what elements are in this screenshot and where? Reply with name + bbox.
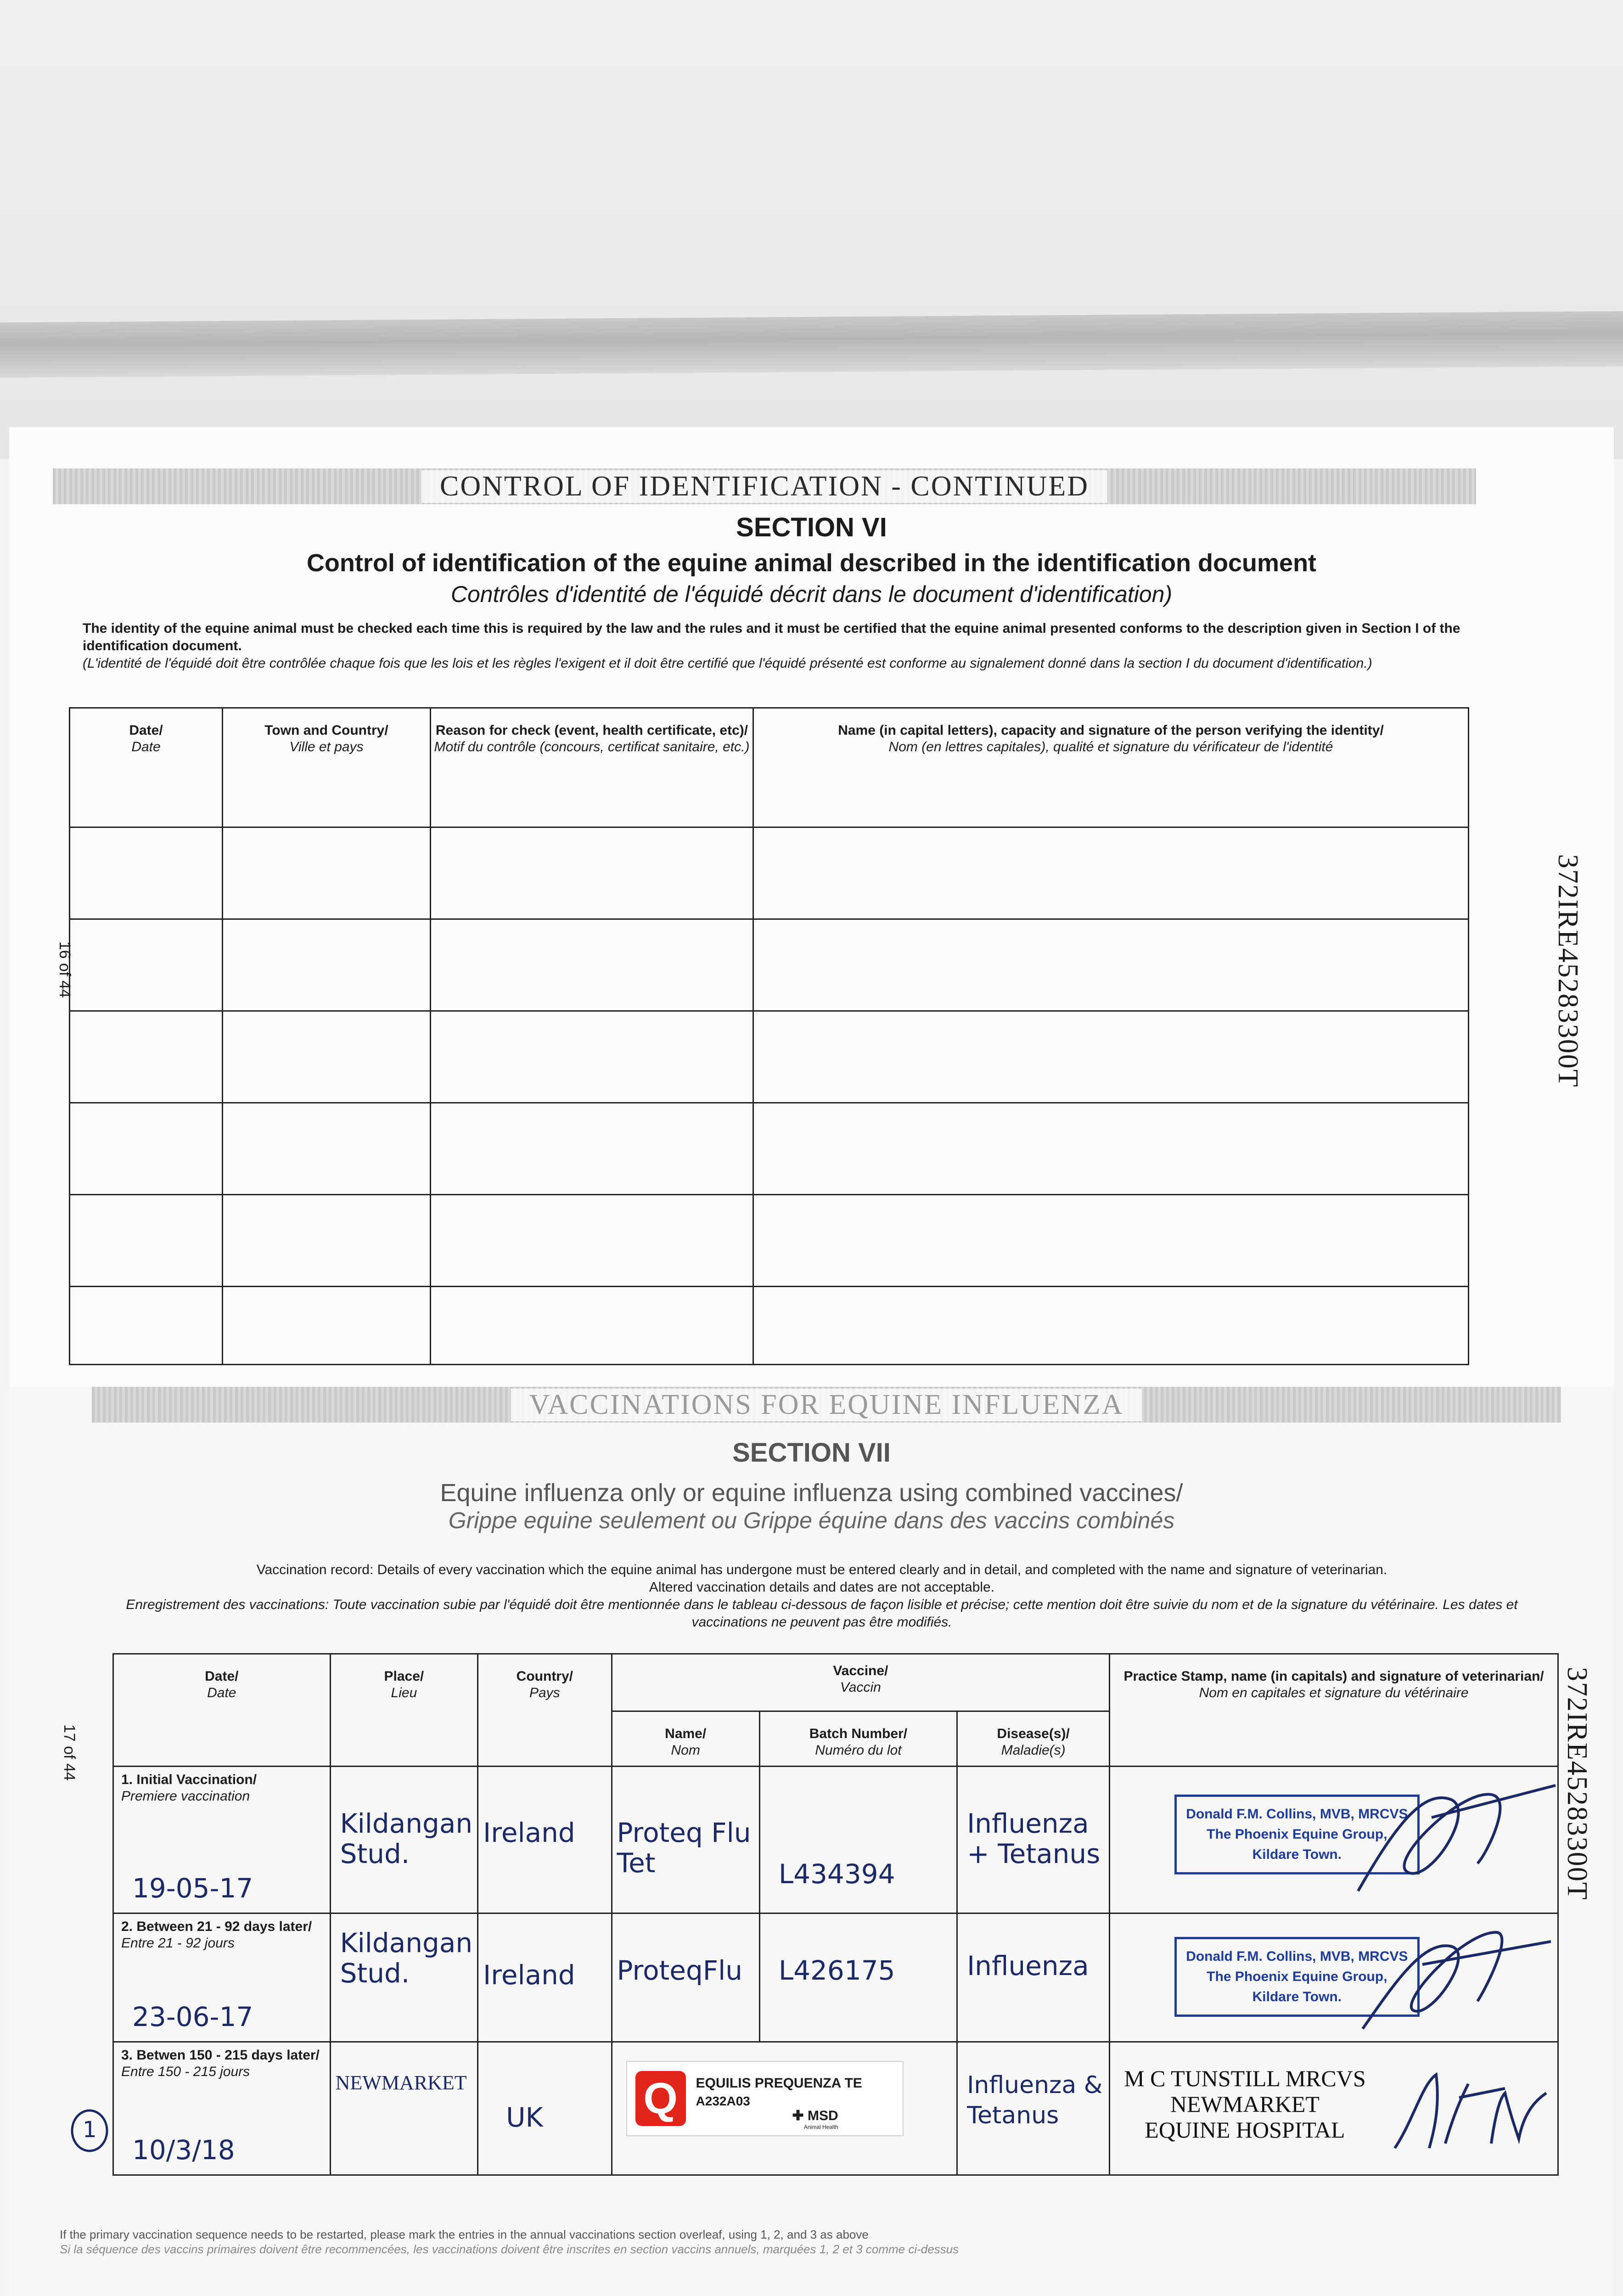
cell[interactable] xyxy=(223,1287,431,1365)
section-heading-fr: Contrôles d'identité de l'équidé décrit dans le document d'identification) xyxy=(450,581,1173,607)
cell[interactable] xyxy=(70,1287,223,1365)
scan-background xyxy=(0,0,1623,459)
table-row xyxy=(70,1103,1469,1195)
table-row xyxy=(70,827,1469,919)
vaccine-sticker xyxy=(626,2061,904,2136)
col-reason: Reason for check (event, health certificate, etc)/ Motif du contrôle (concours, certificat sanitaire, etc.) xyxy=(431,708,753,827)
table-row xyxy=(70,1011,1469,1103)
vaccination-row-3 xyxy=(113,2042,1558,2175)
record-fr: Enregistrement des vaccinations: Toute vaccination subie par l'équidé doit être mentionnée dans le tableau ci-dessous de façon lisible et précise; cette mention doit être suivie du nom et de la signature du vétérinaire. Les dates et vaccinations ne peuvent pas être modifiés. xyxy=(126,1597,1518,1630)
disease-cell xyxy=(957,1767,1110,1913)
cell[interactable] xyxy=(70,827,223,919)
footnote-en: If the primary vaccination sequence needs to be restarted, please mark the entries in the annual vaccinations section overleaf, using 1, 2, and 3 as above xyxy=(60,2228,869,2241)
cell[interactable] xyxy=(431,919,753,1011)
vaccination-table xyxy=(112,1653,1559,2176)
stamp-cell xyxy=(1110,2042,1558,2175)
place-value: Kildangan Stud. xyxy=(340,1808,473,1869)
msd-icon: ✚ xyxy=(792,2108,804,2123)
col-verifier: Name (in capital letters), capacity and signature of the person verifying the identity/ Nom (en lettres capitales), qualité et signature du vérificateur de l'identité xyxy=(753,708,1469,827)
page-16 xyxy=(9,427,1614,1410)
country-value: Ireland xyxy=(483,1959,575,1991)
record-en: Vaccination record: Details of every vaccination which the equine animal has undergone must be entered clearly and in detail, and completed with the name and signature of veterinarian. xyxy=(256,1562,1387,1577)
batch-value: L434394 xyxy=(778,1858,895,1890)
stamp-cell xyxy=(1110,1767,1558,1913)
disease-cell xyxy=(957,1913,1110,2042)
col-disease: Disease(s)/ Maladie(s) xyxy=(957,1711,1110,1767)
vet-stamp: Donald F.M. Collins, MVB, MRCVS The Phoenix Equine Group, Kildare Town. xyxy=(1174,1937,1419,2017)
vaccine-sticker-cell xyxy=(612,2042,957,2175)
circled-number: 1 xyxy=(83,2117,97,2143)
footnote xyxy=(60,2227,959,2257)
batch-cell xyxy=(759,1913,957,2042)
disease-value: Influenza & Tetanus xyxy=(967,2071,1103,2129)
intro-fr: (L'identité de l'équidé doit être contrôlée chaque fois que les lois et les règles l'exigent et il doit être certifié que l'équidé présenté est conforme au signalement donné dans la section I du document d'identification.) xyxy=(83,656,1372,671)
page-banner xyxy=(92,1387,1561,1423)
cell[interactable] xyxy=(223,1103,431,1195)
table-row xyxy=(70,1287,1469,1365)
cell[interactable] xyxy=(753,1103,1469,1195)
place-cell xyxy=(330,1767,478,1913)
col-town: Town and Country/ Ville et pays xyxy=(223,708,431,827)
section-heading-fr: Grippe equine seulement ou Grippe équine dans des vaccins combinés xyxy=(448,1508,1175,1533)
cell[interactable] xyxy=(753,1287,1469,1365)
intro-en: The identity of the equine animal must be checked each time this is required by the law and the rules and it must be certified that the equine animal presented conforms to the description given in Section I of the identification document. xyxy=(83,621,1460,653)
cell[interactable] xyxy=(70,1011,223,1103)
vaccine-value: ProteqFlu xyxy=(617,1955,743,1986)
cell[interactable] xyxy=(223,919,431,1011)
col-stamp: Practice Stamp, name (in capitals) and signature of veterinarian/ Nom en capitales et signature du vétérinaire xyxy=(1110,1654,1558,1767)
record-en-2: Altered vaccination details and dates are not acceptable. xyxy=(649,1580,995,1595)
vaccine-cell xyxy=(612,1767,759,1913)
country-cell xyxy=(478,2042,612,2175)
side-id: 372IRE45283300T xyxy=(1561,1667,1593,1901)
vet-signature xyxy=(1349,1914,1560,2043)
section-title: SECTION VII xyxy=(732,1438,891,1468)
place-value: Kildangan Stud. xyxy=(340,1927,473,1989)
vet-signature xyxy=(1386,2056,1556,2162)
date-cell: 2. Between 21 - 92 days later/ Entre 21 - 92 jours 23-06-17 xyxy=(113,1913,331,2042)
sticker-vaccine-name: EQUILIS PREQUENZA TE xyxy=(696,2076,862,2091)
vet-stamp: M C TUNSTILL MRCVS NEWMARKET EQUINE HOSPITAL xyxy=(1124,2065,1366,2143)
place-value: NEWMARKET xyxy=(335,2071,467,2094)
cell[interactable] xyxy=(753,1011,1469,1103)
plastic-sleeve-edge xyxy=(0,311,1623,378)
date-value: 10/3/18 xyxy=(132,2134,235,2166)
section-heading: Equine influenza only or equine influenza using combined vaccines/ xyxy=(440,1479,1183,1507)
vaccination-row-1 xyxy=(113,1767,1558,1913)
sticker-brand: ✚ MSD Animal Health xyxy=(792,2108,838,2130)
cell[interactable] xyxy=(70,919,223,1011)
page-number: 17 of 44 xyxy=(61,1724,78,1781)
col-vaccine: Vaccine/ Vaccin xyxy=(612,1654,1110,1711)
col-batch: Batch Number/ Numéro du lot xyxy=(759,1711,957,1767)
intro-text xyxy=(83,620,1529,672)
disease-value: Influenza + Tetanus xyxy=(967,1808,1101,1869)
cell[interactable] xyxy=(431,1103,753,1195)
col-place: Place/ Lieu xyxy=(330,1654,478,1767)
country-cell xyxy=(478,1767,612,1913)
cell[interactable] xyxy=(223,1195,431,1287)
page-number: 16 of 44 xyxy=(56,941,73,998)
side-id: 372IRE45283300T xyxy=(1552,854,1584,1088)
cell[interactable] xyxy=(223,1011,431,1103)
banner-title: CONTROL OF IDENTIFICATION - CONTINUED xyxy=(421,470,1107,503)
page-banner xyxy=(53,468,1476,504)
record-text xyxy=(110,1561,1533,1631)
date-value: 23-06-17 xyxy=(132,2001,253,2032)
vaccine-cell xyxy=(612,1913,759,2042)
col-vaccine-name: Name/ Nom xyxy=(612,1711,759,1767)
batch-cell xyxy=(759,1767,957,1913)
cell[interactable] xyxy=(223,827,431,919)
date-cell: 1. Initial Vaccination/ Premiere vaccination 19-05-17 xyxy=(113,1767,331,1913)
identification-table xyxy=(69,707,1469,1365)
cell[interactable] xyxy=(70,1195,223,1287)
cell[interactable] xyxy=(753,827,1469,919)
disease-cell xyxy=(957,2042,1110,2175)
place-cell xyxy=(330,1913,478,2042)
cell[interactable] xyxy=(431,1287,753,1365)
vaccination-row-2 xyxy=(113,1913,1558,2042)
cell[interactable] xyxy=(431,1011,753,1103)
cell[interactable] xyxy=(431,827,753,919)
vaccine-value: Proteq Flu Tet xyxy=(617,1817,751,1879)
date-cell: 3. Betwen 150 - 215 days later/ Entre 150 - 215 jours 10/3/18 xyxy=(113,2042,331,2175)
cell[interactable] xyxy=(753,919,1469,1011)
section-heading: Control of identification of the equine animal described in the identification document xyxy=(306,549,1317,577)
stamp-cell xyxy=(1110,1913,1558,2042)
table-row xyxy=(70,919,1469,1011)
cell[interactable] xyxy=(70,1103,223,1195)
vet-stamp: Donald F.M. Collins, MVB, MRCVS The Phoenix Equine Group, Kildare Town. xyxy=(1174,1795,1419,1874)
vet-signature xyxy=(1340,1772,1560,1909)
place-cell xyxy=(330,2042,478,2175)
country-value: Ireland xyxy=(483,1817,575,1848)
country-cell xyxy=(478,1913,612,2042)
country-value: UK xyxy=(506,2102,543,2133)
cell[interactable] xyxy=(431,1195,753,1287)
col-date: Date/ Date xyxy=(70,708,223,827)
banner-title: VACCINATIONS FOR EQUINE INFLUENZA xyxy=(511,1389,1142,1421)
col-date: Date/ Date xyxy=(113,1654,331,1767)
batch-value: L426175 xyxy=(778,1955,895,1986)
col-country: Country/ Pays xyxy=(478,1654,612,1767)
table-row xyxy=(70,1195,1469,1287)
cell[interactable] xyxy=(753,1195,1469,1287)
q-logo-icon: Q xyxy=(635,2071,686,2126)
sticker-batch: A232A03 xyxy=(696,2094,750,2108)
section-title: SECTION VI xyxy=(736,512,887,542)
page-17 xyxy=(9,1387,1614,2296)
footnote-fr: Si la séquence des vaccins primaires doivent être recommencées, les vaccinations doivent être inscrites en section vaccins annuels, marquées 1, 2 et 3 comme ci-dessus xyxy=(60,2242,959,2256)
disease-value: Influenza xyxy=(967,1950,1089,1981)
date-value: 19-05-17 xyxy=(132,1873,253,1904)
